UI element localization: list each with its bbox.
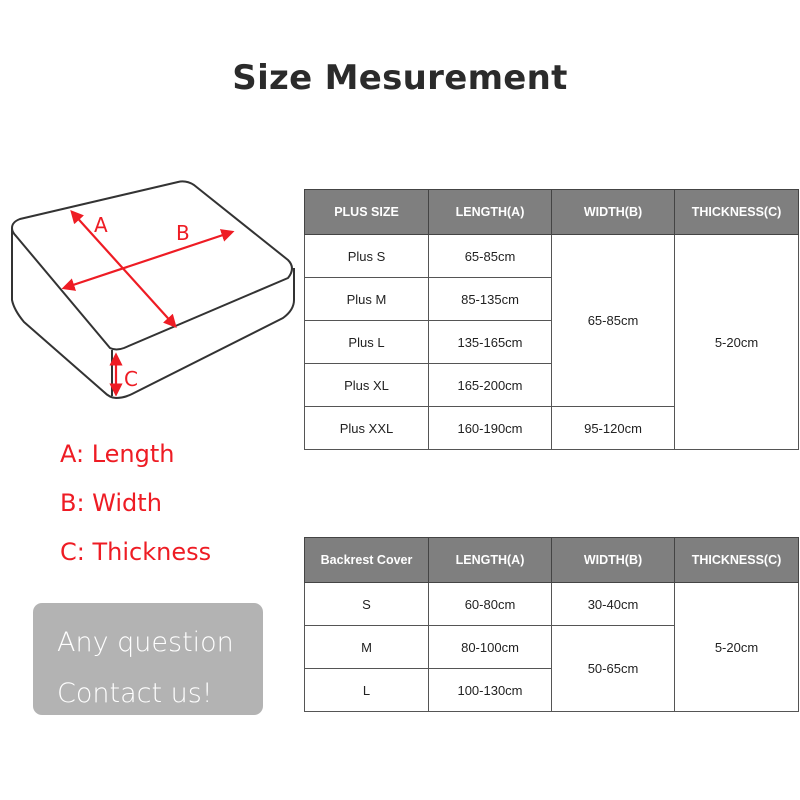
size-cell: L bbox=[305, 669, 429, 712]
header-thickness: THICKNESS(C) bbox=[675, 538, 799, 583]
backrest-cover-table bbox=[304, 537, 799, 712]
header-width: WIDTH(B) bbox=[552, 190, 675, 235]
size-cell: Plus L bbox=[305, 321, 429, 364]
header-width: WIDTH(B) bbox=[552, 538, 675, 583]
width-cell: 50-65cm bbox=[552, 626, 675, 712]
length-cell: 135-165cm bbox=[429, 321, 552, 364]
cushion-shape bbox=[12, 181, 294, 398]
thickness-cell: 5-20cm bbox=[675, 235, 799, 450]
header-thickness: THICKNESS(C) bbox=[675, 190, 799, 235]
thickness-cell: 5-20cm bbox=[675, 583, 799, 712]
length-cell: 65-85cm bbox=[429, 235, 552, 278]
legend-thickness: C: Thickness bbox=[60, 538, 212, 566]
header-size: PLUS SIZE bbox=[305, 190, 429, 235]
length-cell: 100-130cm bbox=[429, 669, 552, 712]
size-cell: S bbox=[305, 583, 429, 626]
label-a: A bbox=[94, 213, 108, 237]
size-cell: Plus XXL bbox=[305, 407, 429, 450]
length-cell: 165-200cm bbox=[429, 364, 552, 407]
contact-line-2: Contact us! bbox=[57, 678, 213, 709]
table-row bbox=[305, 583, 799, 626]
length-cell: 60-80cm bbox=[429, 583, 552, 626]
label-b: B bbox=[176, 221, 190, 245]
contact-button[interactable] bbox=[33, 603, 263, 715]
width-cell: 95-120cm bbox=[552, 407, 675, 450]
header-length: LENGTH(A) bbox=[429, 538, 552, 583]
length-cell: 80-100cm bbox=[429, 626, 552, 669]
label-c: C bbox=[124, 367, 138, 391]
length-cell: 160-190cm bbox=[429, 407, 552, 450]
plus-size-table bbox=[304, 189, 799, 450]
size-cell: Plus M bbox=[305, 278, 429, 321]
width-arrow bbox=[64, 232, 232, 288]
header-size: Backrest Cover bbox=[305, 538, 429, 583]
width-cell: 30-40cm bbox=[552, 583, 675, 626]
table-header-row bbox=[305, 538, 799, 583]
size-cell: Plus XL bbox=[305, 364, 429, 407]
cushion-diagram bbox=[0, 170, 300, 410]
table-row bbox=[305, 235, 799, 278]
table-header-row bbox=[305, 190, 799, 235]
size-cell: M bbox=[305, 626, 429, 669]
length-cell: 85-135cm bbox=[429, 278, 552, 321]
page-title: Size Mesurement bbox=[232, 58, 568, 98]
size-cell: Plus S bbox=[305, 235, 429, 278]
header-length: LENGTH(A) bbox=[429, 190, 552, 235]
contact-line-1: Any question bbox=[57, 627, 234, 658]
legend-length: A: Length bbox=[60, 440, 175, 468]
legend-width: B: Width bbox=[60, 489, 162, 517]
width-cell: 65-85cm bbox=[552, 235, 675, 407]
